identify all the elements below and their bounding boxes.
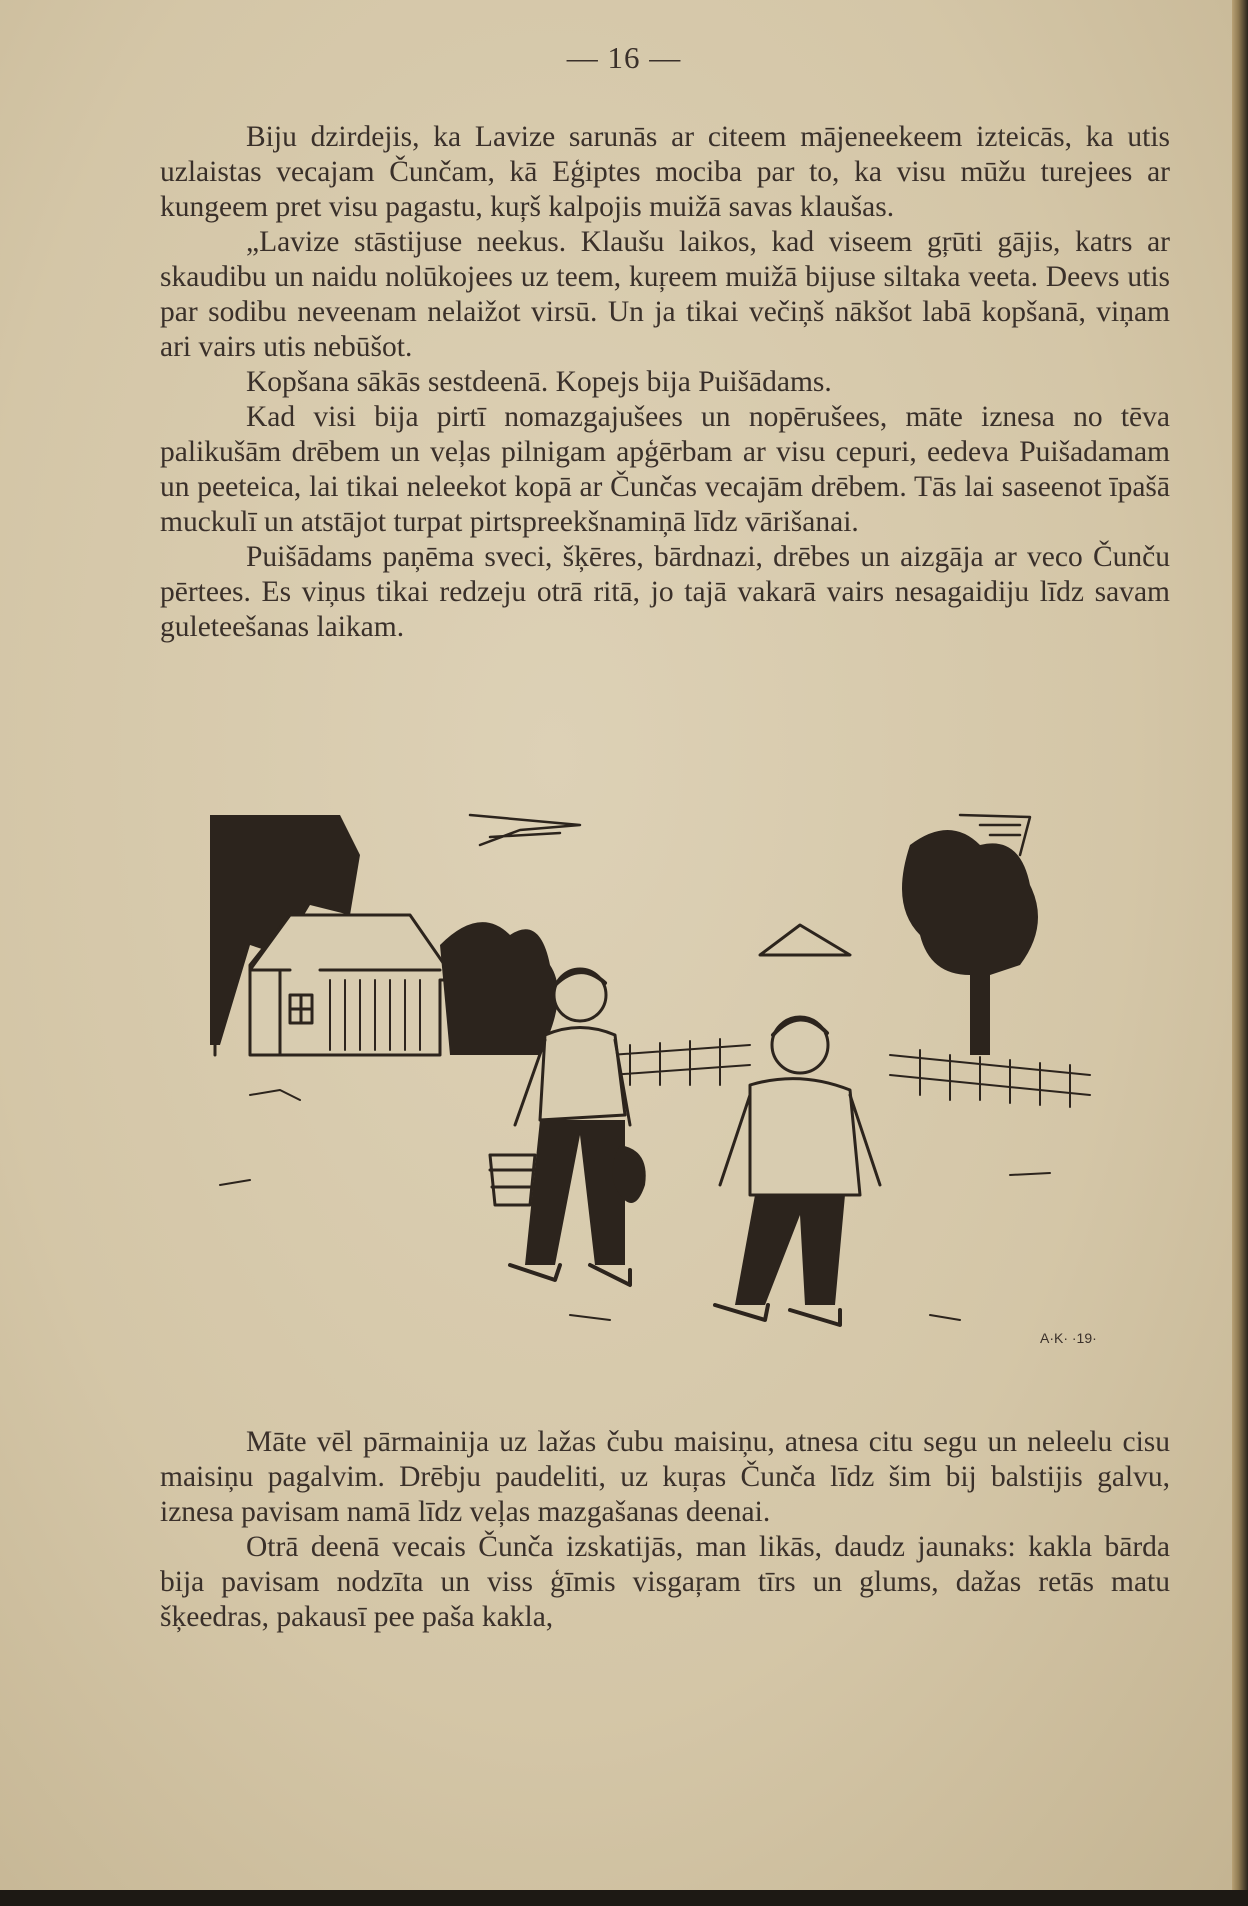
paragraph-7: Otrā deenā vecais Čunča izskatijās, man likās, daudz jaunaks: kakla bārda bija pavisam nodzīta un viss ģīmis visgaŗam tīrs un glums, dažas retās matu šķeedras, pakausī pee paša kakla, <box>160 1531 1170 1633</box>
bottom-text-block <box>160 1425 1170 1635</box>
illustration-signature: A·K· ·19· <box>1040 1330 1097 1346</box>
paragraph-2: „Lavize stāstijuse neekus. Klaušu laikos, kad viseem gŗūti gājis, katrs ar skaudibu un naidu nolūkojees uz teem, kuŗeem muižā bijuse siltaka veeta. Deevs utis par sodibu neveenam nelaižot virsū. Un ja tikai večiņš nākšot labā kopšanā, viņam ari vairs utis nebūšot. <box>160 226 1170 363</box>
paragraph-3: Kopšana sākās sestdeenā. Kopejs bija Puišādams. <box>246 366 832 398</box>
illustration-two-men-walking <box>190 795 1130 1395</box>
illustration-drawing <box>190 795 1130 1395</box>
paragraph-1: Biju dzirdejis, ka Lavize sarunās ar citeem mājeneekeem izteicās, ka utis uzlaistas vecajam Čunčam, kā Eģiptes mociba par to, ka visu mūžu turejees ar kungeem pret visu pagastu, kuŗš kalpojis muižā savas klaušas. <box>160 121 1170 223</box>
paragraph-4: Kad visi bija pirtī nomazgajušees un nopērušees, māte iznesa no tēva palikušām drēbem un veļas pilnigam apģērbam ar visu cepuri, eedeva Puišadamam un peeteica, lai tikai neleekot kopā ar Čunčas vecajām drēbem. Tās lai saseenot īpašā muckulī un atstājot turpat pirtspreekšnamiņā līdz vārišanai. <box>160 401 1170 538</box>
page-bottom-edge <box>0 1890 1248 1906</box>
paragraph-6: Māte vēl pārmainija uz lažas čubu maisiņu, atnesa citu segu un neleelu cisu maisiņu pagalvim. Drēbju paudeliti, uz kuŗas Čunča līdz šim bij balstijis galvu, iznesa pavisam namā līdz veļas mazgašanas deenai. <box>160 1426 1170 1528</box>
page-edge-shadow <box>1232 0 1248 1906</box>
page-number: — 16 — <box>566 40 682 75</box>
top-text-block <box>160 120 1170 645</box>
paragraph-5: Puišādams paņēma sveci, šķēres, bārdnazi, drēbes un aizgāja ar veco Čunču pērtees. Es viņus tikai redzeju otrā ritā, jo tajā vakarā vairs nesagaidiju līdz savam guleteešanas laikam. <box>160 541 1170 643</box>
